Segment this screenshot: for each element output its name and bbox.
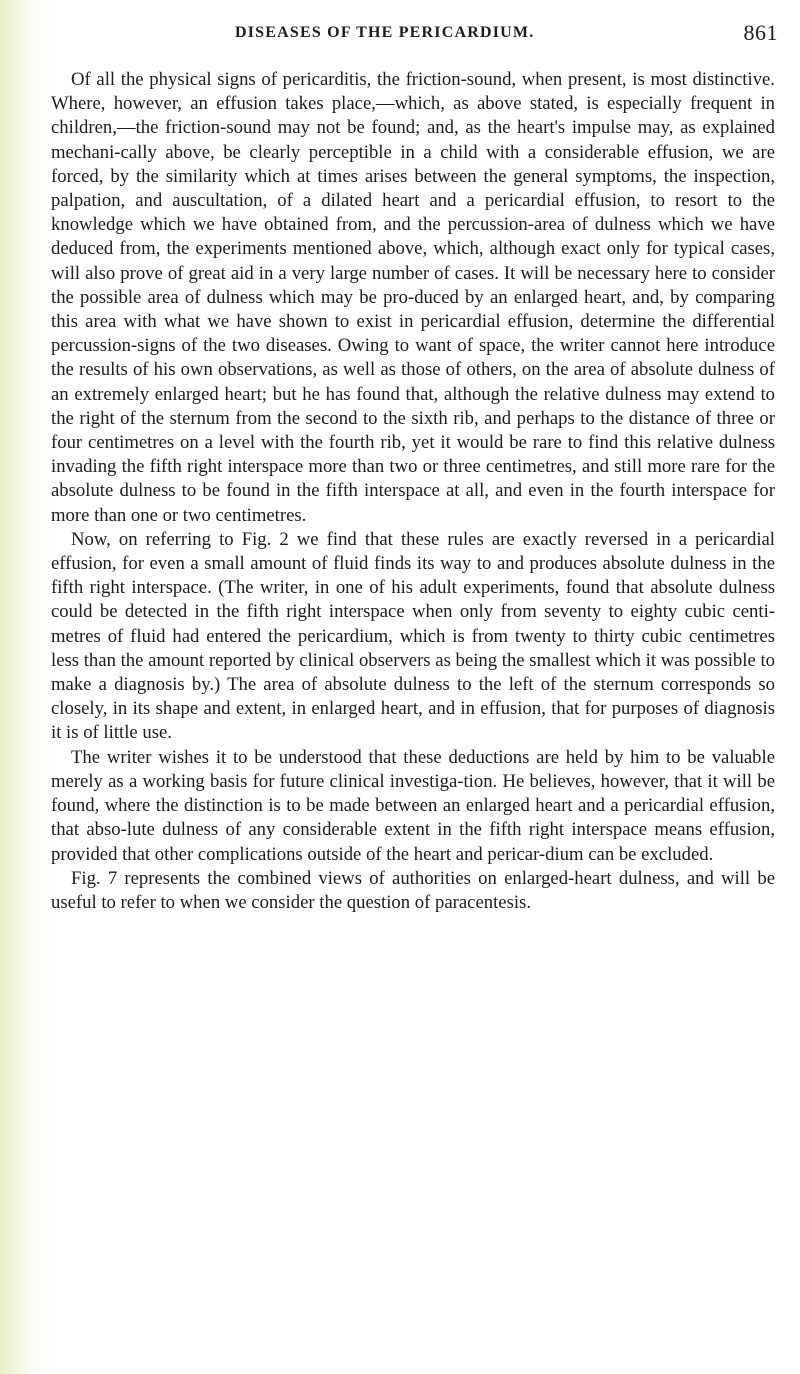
body-text [51,68,775,915]
paragraph: The writer wishes it to be understood that these deductions are held by him to be valuable merely as a working basis for future clinical investiga-tion. He believes, however, that it will be found, where the distinction is to be made between an enlarged heart and a pericardial effusion, that abso-lute dulness of any considerable extent in the fifth right interspace means effusion, provided that other complications outside of the heart and pericar-dium can be excluded. [51,746,775,865]
page-header [40,18,780,54]
page-number: 861 [743,20,778,45]
running-head: DISEASES OF THE PERICARDIUM. [235,24,535,41]
paragraph: Fig. 7 represents the combined views of authorities on enlarged-heart dulness, and will be useful to refer to when we consider the question of paracentesis. [51,867,775,913]
paragraph: Of all the physical signs of pericarditis, the friction-sound, when present, is most distinctive. Where, however, an effusion takes place,—which, as above stated, is especially frequent in children,—the friction-sound may not be found; and, as the heart's impulse may, as explained mechani-cally above, be clearly perceptible in a child with a considerable effusion, we are forced, by the similarity which at times arises between the general symptoms, the inspection, palpation, and auscultation, of a dilated heart and a pericardial effusion, to resort to the knowledge which we have obtained from, and the percussion-area of dulness which we have deduced from, the experiments mentioned above, which, although exact only for typical cases, will also prove of great aid in a very large number of cases. It will be necessary here to consider the possible area of dulness which may be pro-duced by an enlarged heart, and, by comparing this area with what we have shown to exist in pericardial effusion, determine the differential percussion-signs of the two diseases. Owing to want of space, the writer cannot here introduce the results of his own observations, as well as those of others, on the area of absolute dulness of an extremely enlarged heart; but he has found that, although the relative dulness may extend to the right of the sternum from the second to the sixth rib, and perhaps to the distance of three or four centimetres on a level with the fourth rib, yet it would be rare to find this relative dulness invading the fifth right interspace more than two or three centimetres, and still more rare for the absolute dulness to be found in the fifth interspace at all, and even in the fourth interspace for more than one or two centimetres. [51,69,775,526]
paragraph: Now, on referring to Fig. 2 we find that these rules are exactly reversed in a pericardial effusion, for even a small amount of fluid finds its way to and produces absolute dulness in the fifth right interspace. (The writer, in one of his adult experiments, found that absolute dulness could be detected in the fifth right interspace when only from seventy to eighty cubic centi-metres of fluid had entered the pericardium, which is from twenty to thirty cubic centimetres less than the amount reported by clinical observers as being the smallest which it was possible to make a diagnosis by.) The area of absolute dulness to the left of the sternum corresponds so closely, in its shape and extent, in enlarged heart, and in effusion, that for purposes of diagnosis it is of little use. [51,528,775,744]
